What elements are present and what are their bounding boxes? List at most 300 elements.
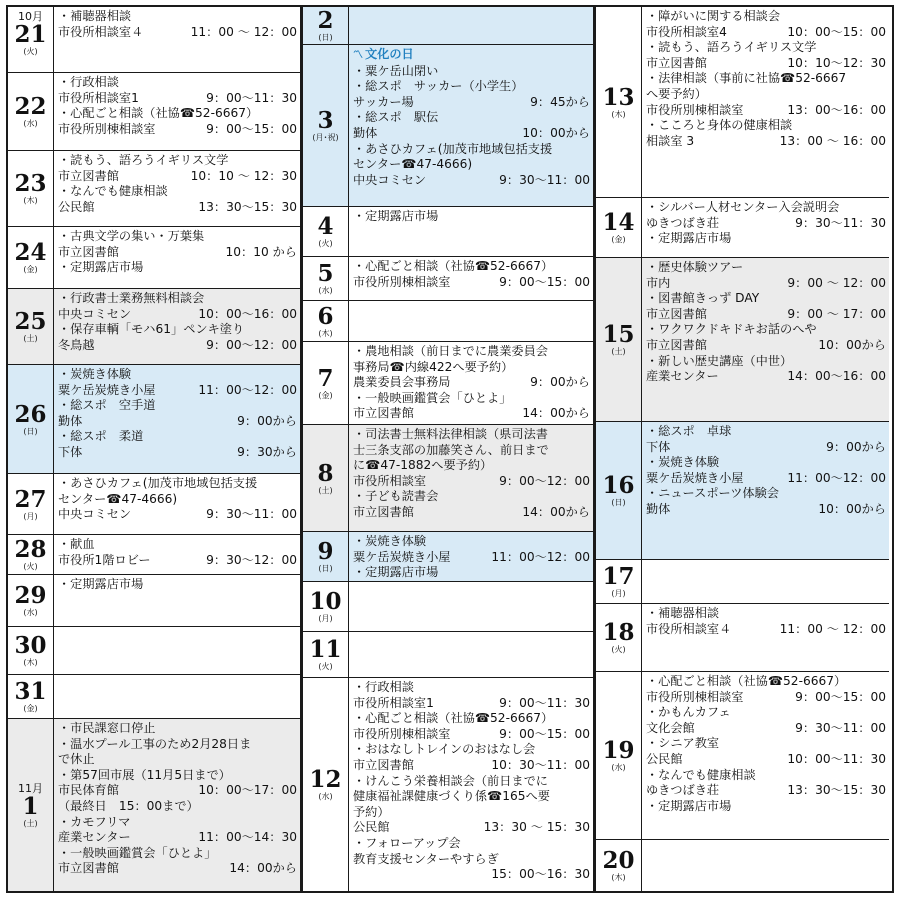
date-cell <box>596 840 642 891</box>
event-time: 9：30～11：30 <box>795 215 886 230</box>
event-time: 9：00～12：00 <box>499 473 590 488</box>
event-place: 市役所別棟相談室 <box>646 102 744 117</box>
event-title: ・シニア教室 <box>646 736 720 751</box>
weekday-label: (日) <box>611 498 626 507</box>
weekday-label: (木) <box>611 109 626 119</box>
event-place: 粟ケ岳炭焼き小屋 <box>58 382 156 397</box>
event-place: 産業センター <box>58 830 131 845</box>
event-place: 市民体育館 <box>58 783 119 798</box>
date-cell <box>303 678 349 891</box>
date-cell <box>8 575 54 626</box>
date-cell <box>8 73 54 150</box>
day-number: 5 <box>317 260 334 287</box>
event-cell <box>349 7 593 44</box>
day-number: 18 <box>602 619 635 646</box>
weekday-label: (月) <box>318 614 333 623</box>
event-place: 市立図書館 <box>646 55 707 70</box>
event-title: ・なんでも健康相談 <box>646 767 756 782</box>
day-row <box>8 289 300 365</box>
event-cell <box>642 672 889 839</box>
event-detail <box>646 471 886 487</box>
event-time: 11：00～14：30 <box>198 830 297 845</box>
event-title: ・歴史体験ツアー <box>646 260 744 274</box>
event-note: センター☎47-4666) <box>58 491 178 506</box>
event-title: ・ニュースポーツ体験会 <box>646 486 779 501</box>
event-cell <box>349 678 593 891</box>
event-cell <box>349 301 593 341</box>
event-title: ・総スポ 柔道 <box>58 429 144 444</box>
event-detail <box>646 134 886 150</box>
event-place: 市立図書館 <box>646 306 707 321</box>
date-cell <box>596 604 642 671</box>
event-detail <box>646 622 886 638</box>
day-number: 14 <box>602 209 635 236</box>
date-cell <box>596 672 642 839</box>
weekday-label: (火) <box>318 239 333 248</box>
event-time: 13：30～15：30 <box>198 199 297 214</box>
day-number: 28 <box>14 536 47 563</box>
event-title: ・なんでも健康相談 <box>58 184 168 199</box>
day-row <box>596 198 889 258</box>
weekday-label: (火) <box>23 47 38 56</box>
weekday-label: (水) <box>23 119 38 128</box>
event-title: ・炭焼き体験 <box>58 367 132 381</box>
event-title: ・一般映画鑑賞会「ひとよ」 <box>353 390 512 405</box>
event-title: ・定期露店市場 <box>646 231 732 246</box>
day-row <box>303 532 593 582</box>
event-place: 文化会館 <box>646 720 695 735</box>
day-number: 30 <box>14 632 47 659</box>
event-title: ・総スポ サッカー（小学生） <box>353 79 524 94</box>
weekday-label: (水) <box>318 286 333 295</box>
date-cell <box>8 151 54 226</box>
event-time: 9：00～15：00 <box>206 121 297 136</box>
day-number: 12 <box>309 766 342 793</box>
event-time: 10：10 ～ 12：30 <box>190 168 297 183</box>
event-place: 市役所別棟相談室 <box>646 689 744 704</box>
day-number: 29 <box>14 582 47 609</box>
day-number: 21 <box>14 21 47 48</box>
event-title: ・補聴器相談 <box>58 9 132 23</box>
event-title: ・あさひカフェ(加茂市地域包括支援 <box>58 476 258 490</box>
day-row <box>303 582 593 632</box>
event-cell <box>54 719 300 891</box>
event-time: 9：30～12：00 <box>206 552 297 567</box>
day-number: 31 <box>14 678 47 705</box>
event-detail <box>646 216 886 232</box>
day-row <box>596 7 889 198</box>
weekday-label: (月･祝) <box>312 133 339 142</box>
event-time: 9：00から <box>237 413 297 428</box>
day-number: 4 <box>317 213 334 240</box>
calendar-column-1 <box>8 7 303 891</box>
event-place: 勤体 <box>58 413 83 428</box>
event-detail <box>646 56 886 72</box>
event-title: ・古典文学の集い・万葉集 <box>58 229 205 243</box>
date-cell <box>8 474 54 534</box>
holiday-name <box>353 47 590 64</box>
event-title: ・カモフリマ <box>58 814 131 829</box>
event-detail <box>353 727 590 743</box>
date-cell <box>303 257 349 300</box>
event-time: 9：00～11：30 <box>206 90 297 105</box>
event-detail <box>646 338 886 354</box>
event-place: 市役所相談室4 <box>646 24 727 39</box>
day-number: 23 <box>14 170 47 197</box>
event-title: ・こころと身体の健康相談 <box>646 118 793 133</box>
event-title: ・けんこう栄養相談会（前日までに <box>353 773 548 788</box>
event-title: ・定期露店市場 <box>58 260 144 275</box>
date-cell <box>596 7 642 197</box>
event-time: 10：00～17：00 <box>198 783 297 798</box>
event-note: （最終日 15：00まで） <box>58 798 199 813</box>
day-number: 10 <box>309 588 342 615</box>
event-detail <box>646 502 886 518</box>
event-time: 14：00から <box>522 504 590 519</box>
day-row <box>303 207 593 257</box>
event-time: 10：00から <box>818 337 886 352</box>
day-number: 25 <box>14 308 47 335</box>
day-number: 9 <box>317 538 334 565</box>
event-note: 事務局☎内線422へ要予約） <box>353 359 514 374</box>
day-row <box>8 7 300 73</box>
event-title: ・炭焼き体験 <box>646 455 720 470</box>
event-time: 13：00 ～ 16：00 <box>779 133 886 148</box>
event-time: 10：00から <box>522 125 590 140</box>
event-cell <box>54 474 300 534</box>
date-cell <box>303 425 349 531</box>
day-row <box>303 632 593 678</box>
date-cell <box>303 342 349 424</box>
event-title: ・心配ごと相談（社協☎52-6667） <box>353 259 554 273</box>
event-detail <box>353 375 590 391</box>
day-number: 17 <box>602 563 635 590</box>
weekday-label: (水) <box>23 608 38 617</box>
event-title: ・粟ケ岳山閉い <box>353 63 439 78</box>
event-detail <box>58 783 297 799</box>
day-row <box>596 560 889 604</box>
day-row <box>303 7 593 45</box>
event-time: 11：00～12：00 <box>787 470 886 485</box>
event-time: 13：00～16：00 <box>787 102 886 117</box>
event-place: 勤体 <box>646 501 671 516</box>
event-place: 中央コミセン <box>58 306 132 321</box>
day-number: 1 <box>22 792 39 820</box>
event-detail <box>646 690 886 706</box>
event-note: 士三条支部の加藤笑さん、前日まで <box>353 442 549 457</box>
event-title: ・補聴器相談 <box>646 606 720 620</box>
event-title: ・温水プール工事のため2月28日ま <box>58 736 252 751</box>
event-title: ・心配ごと相談（社協☎52-6667） <box>353 711 554 726</box>
event-time: 9：00から <box>826 439 886 454</box>
event-detail <box>353 505 590 521</box>
weekday-label: (金) <box>23 265 38 274</box>
event-place: 中央コミセン <box>353 172 427 187</box>
event-detail <box>353 758 590 774</box>
event-title: ・おはなしトレインのおはなし会 <box>353 742 536 757</box>
music-note-icon: 〽 <box>353 50 363 61</box>
event-title: ・新しい歴史講座（中世） <box>646 353 793 368</box>
event-cell <box>642 422 889 559</box>
event-time: 9：30～11：00 <box>795 720 886 735</box>
event-detail <box>58 307 297 323</box>
event-time: 14：00～16：00 <box>787 369 886 384</box>
event-detail <box>58 553 297 569</box>
day-row <box>8 675 300 719</box>
event-place: 公民館 <box>58 199 95 214</box>
day-row <box>8 719 300 891</box>
weekday-label: (火) <box>611 645 626 654</box>
event-title: ・子ども読書会 <box>353 489 439 504</box>
date-cell <box>596 258 642 421</box>
event-place: 市立図書館 <box>58 244 119 259</box>
event-place: 市役所別棟相談室 <box>58 121 156 136</box>
event-detail <box>58 414 297 430</box>
event-place: 下体 <box>646 439 671 454</box>
day-row <box>303 301 593 342</box>
event-place: 市役所1階ロビー <box>58 552 151 567</box>
event-time: 9：00 ～ 12：00 <box>787 275 886 290</box>
weekday-label: (金) <box>23 704 38 713</box>
event-place: ゆきつばき荘 <box>646 215 720 230</box>
date-cell <box>303 207 349 256</box>
event-time: 9：00から <box>530 375 590 390</box>
event-place: 相談室 3 <box>646 133 695 148</box>
event-time: 9：00～12：00 <box>206 337 297 352</box>
weekday-label: (土) <box>611 347 626 356</box>
date-cell <box>8 535 54 574</box>
day-number: 26 <box>14 400 47 428</box>
event-title: ・総スポ 駅伝 <box>353 110 439 125</box>
event-place: 勤体 <box>353 125 378 140</box>
event-place: 市内 <box>646 275 671 290</box>
event-title: ・行政相談 <box>353 680 414 694</box>
event-detail <box>353 173 590 189</box>
event-time: 15：00～16：30 <box>491 867 590 882</box>
day-number: 16 <box>602 472 635 499</box>
event-title: ・定期露店市場 <box>353 565 439 580</box>
day-row <box>303 257 593 301</box>
event-detail <box>58 200 297 216</box>
event-title: ・ワクワクドキドキお話のへや <box>646 322 817 337</box>
day-number: 7 <box>317 364 334 392</box>
weekday-label: (日) <box>318 33 333 42</box>
event-detail <box>353 406 590 422</box>
event-title: ・一般映画鑑賞会「ひとよ」 <box>58 845 217 860</box>
event-place: 下体 <box>58 444 83 459</box>
event-time: 14：00から <box>522 406 590 421</box>
event-cell <box>642 560 889 603</box>
event-place: 市役所別棟相談室 <box>353 726 451 741</box>
event-cell <box>349 532 593 581</box>
holiday-text: 文化の日 <box>365 47 414 61</box>
event-cell <box>54 535 300 574</box>
event-detail <box>58 245 297 261</box>
event-cell <box>54 289 300 364</box>
event-detail <box>353 275 590 291</box>
event-cell <box>349 582 593 631</box>
event-place: ゆきつばき荘 <box>646 783 720 798</box>
event-cell <box>54 7 300 72</box>
event-detail <box>58 383 297 399</box>
event-place: 粟ケ岳炭焼き小屋 <box>646 470 744 485</box>
event-detail <box>58 122 297 138</box>
weekday-label: (月) <box>23 511 38 521</box>
event-place: 市立図書館 <box>58 168 119 183</box>
event-place: 中央コミセン <box>58 507 132 522</box>
event-note: センター☎47-4666) <box>353 157 473 172</box>
event-detail <box>58 25 297 41</box>
weekday-label: (日) <box>23 426 38 436</box>
event-place: 農業委員会事務局 <box>353 375 451 390</box>
date-cell <box>303 632 349 677</box>
day-row <box>8 227 300 289</box>
day-row <box>8 535 300 575</box>
day-number: 11 <box>309 636 342 663</box>
weekday-label: (金) <box>611 235 626 244</box>
event-title: ・司法書士無料法律相談（県司法書 <box>353 427 548 441</box>
event-place: サッカー場 <box>353 94 414 109</box>
event-title: ・行政相談 <box>58 75 119 89</box>
event-title: ・あさひカフェ(加茂市地域包括支援 <box>353 141 553 156</box>
event-cell <box>349 257 593 300</box>
date-cell <box>8 7 54 72</box>
date-cell <box>596 422 642 559</box>
event-detail <box>58 91 297 107</box>
event-time: 11：00 ～ 12：00 <box>190 24 297 39</box>
date-cell <box>8 289 54 364</box>
event-place: 市立図書館 <box>58 861 119 876</box>
weekday-label: (火) <box>318 662 333 671</box>
weekday-label: (土) <box>318 485 333 495</box>
event-detail <box>646 721 886 737</box>
day-row <box>8 151 300 227</box>
day-row <box>303 45 593 207</box>
event-title: ・第57回市展（11月5日まで） <box>58 767 231 782</box>
event-place: 公民館 <box>353 820 390 835</box>
day-row <box>8 575 300 627</box>
event-cell <box>642 258 889 421</box>
event-time: 10：00～16：00 <box>198 306 297 321</box>
event-title: ・定期露店市場 <box>646 798 732 813</box>
event-time: 13：30～15：30 <box>787 783 886 798</box>
event-title: ・フォローアップ会 <box>353 835 461 850</box>
event-time: 13：30 ～ 15：30 <box>483 820 590 835</box>
day-number: 20 <box>602 847 635 874</box>
event-time: 9：00～15：00 <box>499 726 590 741</box>
event-time: 9：00～15：00 <box>795 689 886 704</box>
event-detail <box>646 307 886 323</box>
event-cell <box>349 45 593 206</box>
event-detail <box>353 550 590 566</box>
event-time: 11：00 ～ 12：00 <box>779 621 886 636</box>
event-detail <box>58 169 297 185</box>
event-time: 10：10～12：30 <box>787 55 886 70</box>
date-cell <box>303 301 349 341</box>
weekday-label: (木) <box>23 658 38 667</box>
day-row <box>596 672 889 840</box>
event-time: 10：00～15：00 <box>787 24 886 39</box>
event-time: 9：30～11：00 <box>206 507 297 522</box>
event-detail <box>353 474 590 490</box>
weekday-label: (木) <box>611 873 626 882</box>
event-title: ・障がいに関する相談会 <box>646 9 781 23</box>
event-note: で休止 <box>58 752 95 767</box>
date-cell <box>8 675 54 718</box>
event-cell <box>54 365 300 473</box>
day-row <box>8 627 300 675</box>
event-title: ・読もう、語ろうイギリス文学 <box>646 40 817 55</box>
event-place: 冬鳥越 <box>58 337 95 352</box>
day-row <box>596 840 889 891</box>
event-cell <box>54 675 300 718</box>
event-detail <box>646 276 886 292</box>
day-row <box>596 258 889 422</box>
event-time: 11：00～12：00 <box>491 549 590 564</box>
event-cell <box>642 198 889 257</box>
date-cell <box>303 582 349 631</box>
event-title: ・炭焼き体験 <box>353 534 427 548</box>
event-title: ・農地相談（前日までに農業委員会 <box>353 344 548 358</box>
date-cell <box>8 227 54 288</box>
event-title: ・図書館きっず DAY <box>646 291 760 306</box>
date-cell <box>8 627 54 674</box>
event-cell <box>349 207 593 256</box>
event-title: ・心配ごと相談（社協☎52-6667） <box>58 106 259 121</box>
event-place: 市役所相談室1 <box>58 90 139 105</box>
day-number: 8 <box>317 459 334 487</box>
event-time: 9：00～15：00 <box>499 274 590 289</box>
event-title: ・かもんカフェ <box>646 705 731 720</box>
event-detail <box>353 95 590 111</box>
date-cell <box>303 532 349 581</box>
day-row <box>8 73 300 151</box>
event-place: 市立図書館 <box>353 504 414 519</box>
weekday-label: (水) <box>318 792 333 801</box>
weekday-label: (月) <box>611 589 626 598</box>
event-place: 公民館 <box>646 751 683 766</box>
day-number: 3 <box>317 107 334 134</box>
event-place: 粟ケ岳炭焼き小屋 <box>353 549 451 564</box>
event-place: 市役所相談室４ <box>646 621 732 636</box>
event-time: 9：00 ～ 17：00 <box>787 306 886 321</box>
event-cell <box>642 840 889 891</box>
day-row <box>596 604 889 672</box>
event-cell <box>349 632 593 677</box>
date-cell <box>303 7 349 44</box>
date-cell <box>8 365 54 473</box>
weekday-label: (日) <box>318 564 333 573</box>
date-cell <box>303 45 349 206</box>
event-time: 9：30～11：00 <box>499 172 590 187</box>
event-detail <box>58 507 297 523</box>
event-detail <box>353 820 590 836</box>
event-detail <box>646 103 886 119</box>
event-place: 市役所相談室1 <box>353 695 434 710</box>
weekday-label: (金) <box>318 390 333 400</box>
event-time: 10：30～11：00 <box>491 757 590 772</box>
day-row <box>303 425 593 532</box>
calendar-column-2 <box>303 7 596 891</box>
day-number: 24 <box>14 239 47 266</box>
weekday-label: (木) <box>318 328 333 338</box>
day-number: 19 <box>602 737 635 764</box>
event-detail <box>58 338 297 354</box>
weekday-label: (水) <box>611 763 626 772</box>
day-number: 15 <box>602 321 635 348</box>
event-time: 9：30から <box>237 444 297 459</box>
event-cell <box>642 7 889 197</box>
